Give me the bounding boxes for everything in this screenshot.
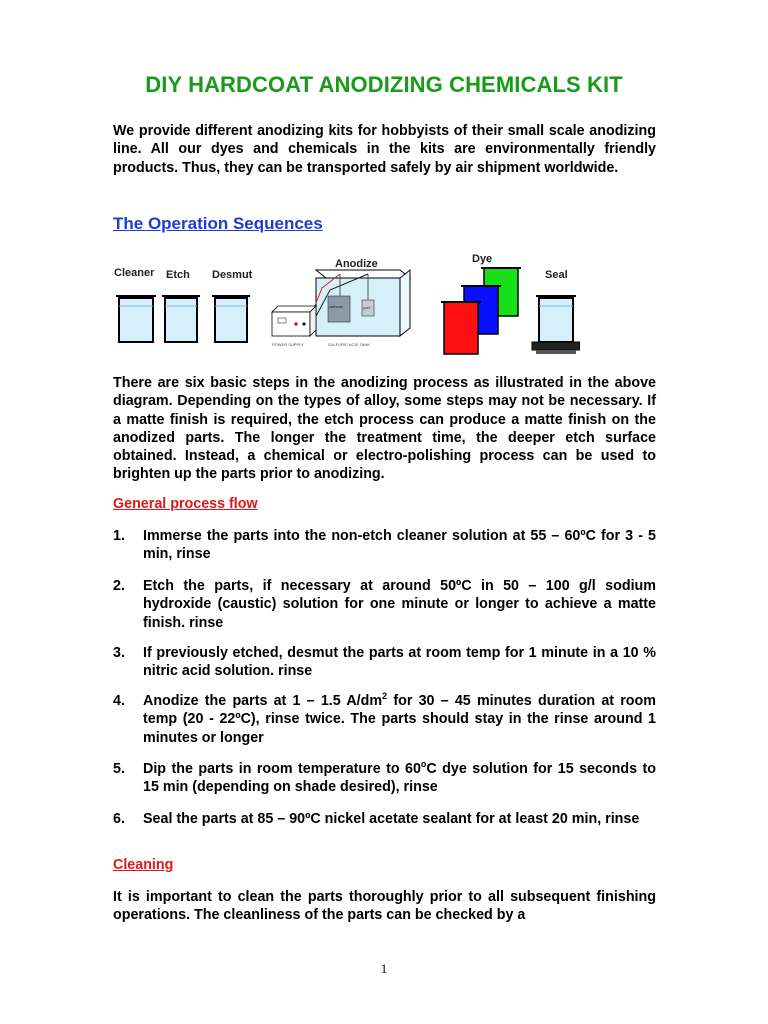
process-step-4 <box>113 692 656 747</box>
intro-paragraph: We provide different anodizing kits for hobbyists of their small scale anodizing line. All our dyes and chemicals in the kits are environmentally friendly products. Thus, they can be transported safely by air shipment worldwide. <box>113 123 656 176</box>
section-heading-operation-sequences: The Operation Sequences <box>113 214 323 233</box>
label-power-supply: POWER SUPPLY <box>272 342 304 347</box>
step-text: Anodize the parts at 1 – 1.5 $A/dm^2$ for 30 – 45 minutes duration at room temp (20 - 22ºC), rinse twice. The parts should stay in the rinse around 1 minutes or longer <box>143 691 656 746</box>
seal-beaker <box>532 296 580 354</box>
step-number: 4. <box>113 693 125 709</box>
step-text: If previously etched, desmut the parts at room temp for 1 minute in a 10 % nitric acid solution. rinse <box>143 645 656 680</box>
step-text: Etch the parts, if necessary at around 50ºC in 50 – 100 g/l sodium hydroxide (caustic) solution for one minute or longer to achieve a matte finish. rinse <box>143 578 656 631</box>
desmut-beaker <box>212 296 250 342</box>
step-number: 1. <box>113 528 125 544</box>
step-text: Immerse the parts into the non-etch cleaner solution at 55 – 60ºC for 3 - 5 min, rinse <box>143 528 656 563</box>
page-number: 1 <box>380 961 388 976</box>
operation-sequence-diagram <box>110 248 580 360</box>
step-number: 2. <box>113 578 125 594</box>
label-cleaner: Cleaner <box>114 267 155 279</box>
dye-beakers <box>441 268 521 354</box>
process-step-3 <box>113 644 656 681</box>
heading-general-process-flow: General process flow <box>113 496 258 512</box>
cleaning-paragraph: It is important to clean the parts thoroughly prior to all subsequent finishing operations. The cleanliness of the parts can be checked by a <box>113 889 656 924</box>
step-number: 6. <box>113 811 125 827</box>
cleaner-beaker <box>116 296 156 342</box>
process-step-5 <box>113 760 656 797</box>
anodize-setup <box>272 270 410 347</box>
heading-cleaning: Cleaning <box>113 857 174 873</box>
label-tank: SULFURIC ACID TANK <box>328 342 370 347</box>
label-part: part <box>363 305 370 310</box>
step-text: Seal the parts at 85 – 90ºC nickel acetate sealant for at least 20 min, rinse <box>143 811 640 827</box>
label-dye: Dye <box>472 253 493 265</box>
label-desmut: Desmut <box>212 269 253 281</box>
etch-beaker <box>162 296 200 342</box>
body-paragraph: There are six basic steps in the anodizing process as illustrated in the above diagram. Depending on the types of alloy, some steps may not be necessary. If a matte finish is required, the etch process can produce a matte finish on the anodized parts. The longer the treatment time, the deeper etch surface obtained. Instead, a chemical or electro-polishing process can be used to brighten up the parts prior to anodizing. <box>113 375 656 483</box>
label-seal: Seal <box>545 269 568 281</box>
label-cathode: cathode <box>329 304 344 309</box>
process-step-1 <box>113 527 656 564</box>
process-step-2 <box>113 577 656 632</box>
label-etch: Etch <box>166 269 190 281</box>
step-number: 5. <box>113 761 125 777</box>
document-title: DIY HARDCOAT ANODIZING CHEMICALS KIT <box>145 72 623 97</box>
step-number: 3. <box>113 645 125 661</box>
process-step-6 <box>113 810 656 828</box>
label-anodize: Anodize <box>335 258 378 270</box>
step-text: Dip the parts in room temperature to 60$^o$C dye solution for 15 seconds to 15 min (depending on shade desired), rinse <box>143 759 657 796</box>
